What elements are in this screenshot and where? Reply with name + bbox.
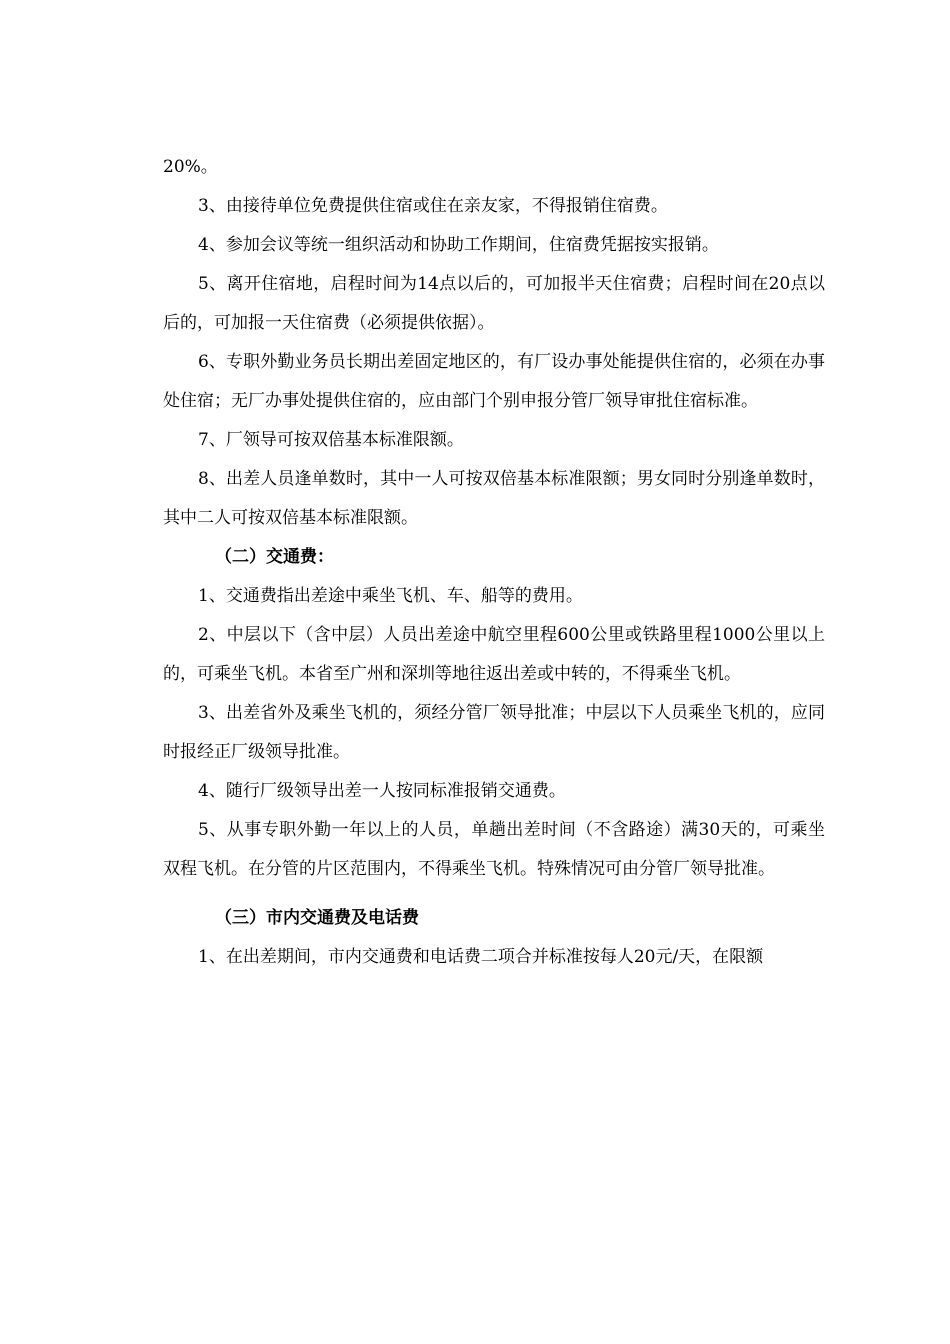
paragraph-lodging-item-6: 6、专职外勤业务员长期出差固定地区的，有厂设办事处能提供住宿的，必须在办事处住宿；无厂办事处提供住宿的，应由部门个别申报分管厂领导审批住宿标准。 [163,352,825,411]
section-heading-transport: （二）交通费： [215,547,334,567]
paragraph-transport-item-5: 5、从事专职外勤一年以上的人员，单趟出差时间（不含路途）满30天的，可乘坐双程飞机。在分管的片区范围内，不得乘坐飞机。特殊情况可由分管厂领导批准。 [163,820,825,879]
paragraph-lodging-item-8: 8、出差人员逢单数时，其中一人可按双倍基本标准限额；男女同时分别逢单数时，其中二人可按双倍基本标准限额。 [163,469,825,528]
paragraph-transport-item-1: 1、交通费指出差途中乘坐飞机、车、船等的费用。 [198,586,583,606]
paragraph-continuation: 20%。 [163,157,218,177]
paragraph-transport-item-2: 2、中层以下（含中层）人员出差途中航空里程600公里或铁路里程1000公里以上的，可乘坐飞机。本省至广州和深圳等地往返出差或中转的，不得乘坐飞机。 [163,625,825,684]
paragraph-city-transport-item-1: 1、在出差期间，市内交通费和电话费二项合并标准按每人20元/天，在限额 [198,947,764,967]
paragraph-transport-item-4: 4、随行厂级领导出差一人按同标准报销交通费。 [198,781,566,801]
paragraph-lodging-item-5: 5、离开住宿地，启程时间为14点以后的，可加报半天住宿费；启程时间在20点以后的，可加报一天住宿费（必须提供依据）。 [163,274,825,333]
paragraph-lodging-item-4: 4、参加会议等统一组织活动和协助工作期间，住宿费凭据按实报销。 [198,235,719,255]
document-body [163,148,825,977]
section-heading-city-transport: （三）市内交通费及电话费 [215,908,419,928]
paragraph-lodging-item-3: 3、由接待单位免费提供住宿或住在亲友家，不得报销住宿费。 [198,196,668,216]
paragraph-transport-item-3: 3、出差省外及乘坐飞机的，须经分管厂领导批准；中层以下人员乘坐飞机的，应同时报经正厂级领导批准。 [163,703,825,762]
paragraph-lodging-item-7: 7、厂领导可按双倍基本标准限额。 [198,430,464,450]
